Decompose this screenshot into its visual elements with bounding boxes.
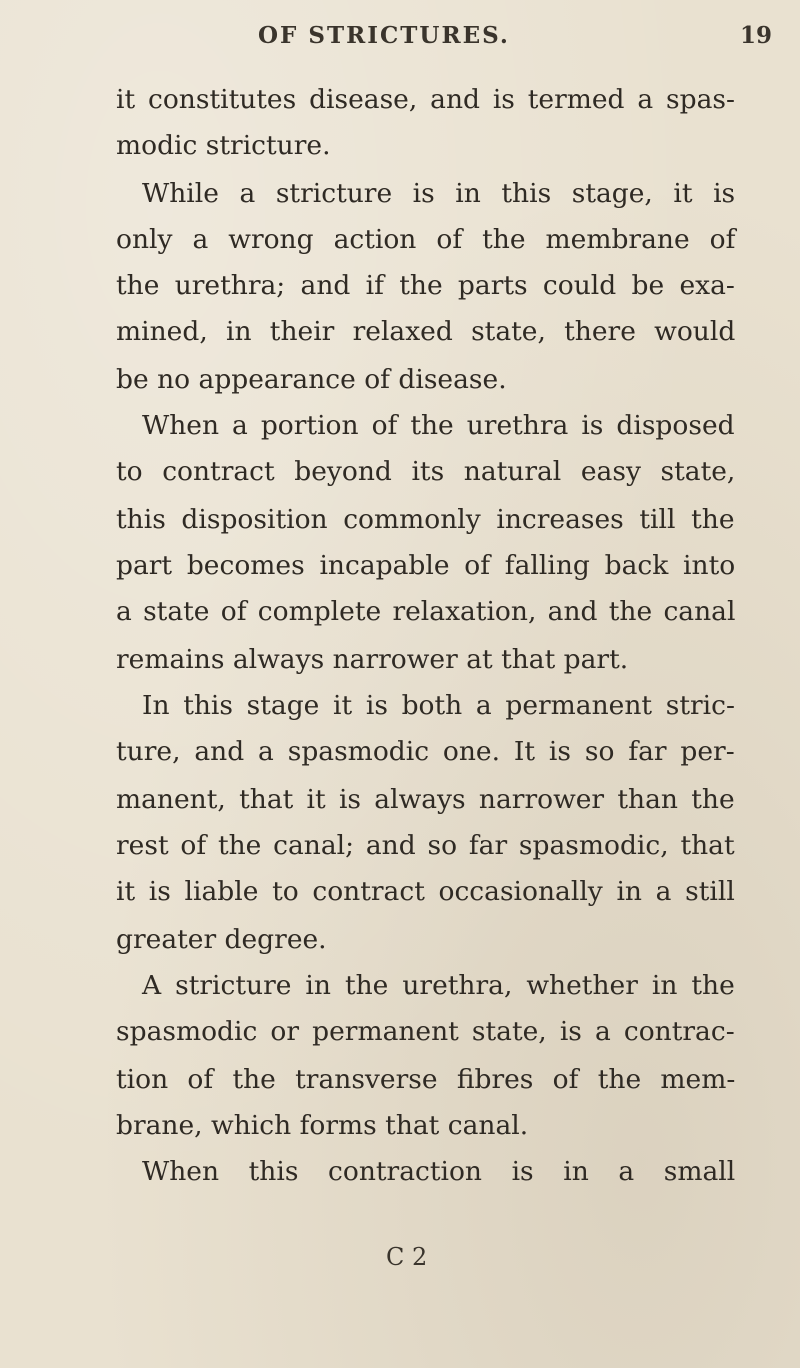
text-line: this disposition commonly increases till the	[116, 504, 735, 535]
text-line: the urethra; and if the parts could be exa-	[116, 270, 735, 301]
text-line: ture, and a spasmodic one. It is so far per-	[116, 736, 735, 767]
text-line: it constitutes disease, and is termed a spas-	[116, 84, 735, 115]
text-line: be no appearance of disease.	[116, 364, 507, 395]
text-line: manent, that it is always narrower than the	[116, 784, 735, 815]
text-line: a state of complete relaxation, and the canal	[116, 596, 736, 627]
page-number: 19	[740, 22, 773, 49]
text-line: remains always narrower at that part.	[116, 644, 629, 675]
text-line: to contract beyond its natural easy state,	[116, 456, 736, 487]
signature-mark: C 2	[386, 1243, 428, 1271]
text-line: spasmodic or permanent state, is a contrac-	[116, 1016, 735, 1047]
text-line: While a stricture is in this stage, it is	[142, 178, 736, 209]
text-line: greater degree.	[116, 924, 327, 955]
text-line: In this stage it is both a permanent stric-	[142, 690, 735, 721]
text-line: tion of the transverse fibres of the mem-	[116, 1064, 736, 1095]
text-line: brane, which forms that canal.	[116, 1110, 529, 1141]
text-line: modic stricture.	[116, 130, 331, 161]
text-line: When a portion of the urethra is disposed	[142, 410, 735, 441]
text-line: only a wrong action of the membrane of	[116, 224, 736, 255]
text-line: A stricture in the urethra, whether in the	[142, 970, 735, 1001]
text-line: it is liable to contract occasionally in a still	[116, 876, 735, 907]
text-line: mined, in their relaxed state, there would	[116, 316, 736, 347]
running-head	[0, 22, 800, 62]
running-title: OF STRICTURES.	[258, 22, 510, 49]
text-line: part becomes incapable of falling back into	[116, 550, 736, 581]
text-line: rest of the canal; and so far spasmodic, that	[116, 830, 735, 861]
text-line: When this contraction is in a small	[142, 1156, 736, 1187]
